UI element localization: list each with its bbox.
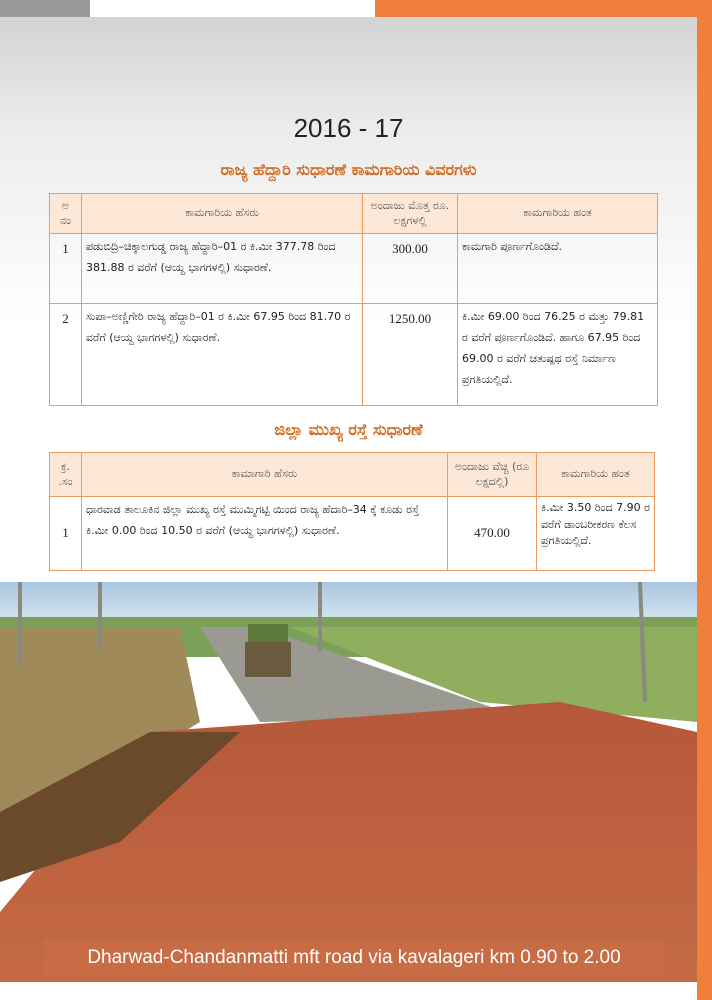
row-status: ಕಾಮಗಾರಿ ಪೂರ್ಣಗೊಂಡಿದೆ. xyxy=(458,234,658,304)
table-header-row xyxy=(50,194,658,234)
table-row xyxy=(50,497,655,571)
header-status: ಕಾಮಗಾರಿಯ ಹಂತ xyxy=(537,453,655,497)
section-heading-state-highway: ರಾಜ್ಯ ಹೆದ್ದಾರಿ ಸುಧಾರಣೆ ಕಾಮಗಾರಿಯ ವಿವರಗಳು xyxy=(220,160,477,179)
row-amount: 1250.00 xyxy=(363,304,458,406)
row-amount: 300.00 xyxy=(363,234,458,304)
row-work-name: ಪಡುಬಿದ್ರಿ–ಚಿಕ್ಕಾಲಗುಡ್ಡ ರಾಜ್ಯ ಹೆದ್ದಾರಿ–01 ರ ಕಿ.ಮೀ 377.78 ರಿಂದ 381.88 ರ ವರೆಗೆ (ಆಯ್ದ ಭಾಗಗಳಲ್ಲಿ) ಸುಧಾರಣೆ. xyxy=(82,234,363,304)
header-status: ಕಾಮಗಾರಿಯ ಹಂತ xyxy=(458,194,658,234)
header-work-name: ಕಾಮಾಗಾರಿ ಹೆಸರು xyxy=(82,453,448,497)
district-road-table xyxy=(49,452,655,571)
page-year-title: 2016 - 17 xyxy=(293,113,404,143)
row-amount: 470.00 xyxy=(448,497,537,571)
row-status: ಕಿ.ಮೀ 69.00 ರಿಂದ 76.25 ರ ಮತ್ತು 79.81 ರ ವರೆಗೆ ಪೂರ್ಣಗೊಂಡಿದೆ. ಹಾಗೂ 67.95 ರಿಂದ 69.00 ರ ವರೆಗೆ ಚತುಷ್ಪಥ ರಸ್ತೆ ನಿರ್ಮಾಣ ಪ್ರಗತಿಯಲ್ಲಿದೆ. xyxy=(458,304,658,406)
row-work-name: ಧಾರವಾಡ ತಾಲೂಕಿನ ಜಿಲ್ಲಾ ಮುಖ್ಯ ರಸ್ತೆ ಮುಮ್ಮಿಗಟ್ಟಿ ಯಿಂದ ರಾಜ್ಯ ಹೆದಾರಿ–34 ಕ್ಕೆ ಕೂಡು ರಸ್ತೆ ಕಿ.ಮೀ 0.00 ರಿಂದ 10.50 ರ ವರೆಗೆ (ಆಯ್ದ ಭಾಗಗಳಲ್ಲಿ) ಸುಧಾರಣೆ. xyxy=(82,497,448,571)
top-gray-bar xyxy=(0,0,90,17)
table-row xyxy=(50,304,658,406)
row-serial: 1 xyxy=(50,234,82,304)
section-heading-district-road: ಜಿಲ್ಲಾ ಮುಖ್ಯ ರಸ್ತೆ ಸುಧಾರಣೆ xyxy=(274,420,423,439)
row-work-name: ಸುಪಾ–ಅಣ್ಣಿಗೇರಿ ರಾಜ್ಯ ಹೆದ್ದಾರಿ–01 ರ ಕಿ.ಮೀ 67.95 ರಿಂದ 81.70 ರ ವರೆಗೆ (ಆಯ್ದ ಭಾಗಗಳಲ್ಲಿ) ಸುಧಾರಣೆ. xyxy=(82,304,363,406)
table-header-row xyxy=(50,453,655,497)
header-work-name: ಕಾಮಗಾರಿಯ ಹೆಸರು xyxy=(82,194,363,234)
top-orange-bar xyxy=(375,0,712,17)
row-serial: 1 xyxy=(50,497,82,571)
side-orange-bar xyxy=(697,17,712,1000)
road-photo-illustration xyxy=(0,582,697,982)
header-serial: ಕ್ರ. .ಸಂ xyxy=(50,453,82,497)
photo-caption: Dharwad-Chandanmatti mft road via kavalageri km 0.90 to 2.00 xyxy=(44,940,664,975)
row-status: ಕಿ.ಮೀ 3.50 ರಿಂದ 7.90 ರ ವರೆಗೆ ಡಾಂಬರೀಕರಣ ಕೆಲಸ ಪ್ರಗತಿಯಲ್ಲಿದೆ. xyxy=(537,497,655,571)
header-amount: ಅಂದಾಜು ವೆಚ್ಚ (ರೂ ಲಕ್ಷದಲ್ಲಿ) xyxy=(448,453,537,497)
road-photo xyxy=(0,582,697,982)
state-highway-table xyxy=(49,193,658,406)
row-serial: 2 xyxy=(50,304,82,406)
header-amount: ಅಂದಾಜು ಮೊತ್ತ ರೂ. ಲಕ್ಷಗಳಲ್ಲಿ xyxy=(363,194,458,234)
header-serial: ಅ ನಂ xyxy=(50,194,82,234)
table-row xyxy=(50,234,658,304)
